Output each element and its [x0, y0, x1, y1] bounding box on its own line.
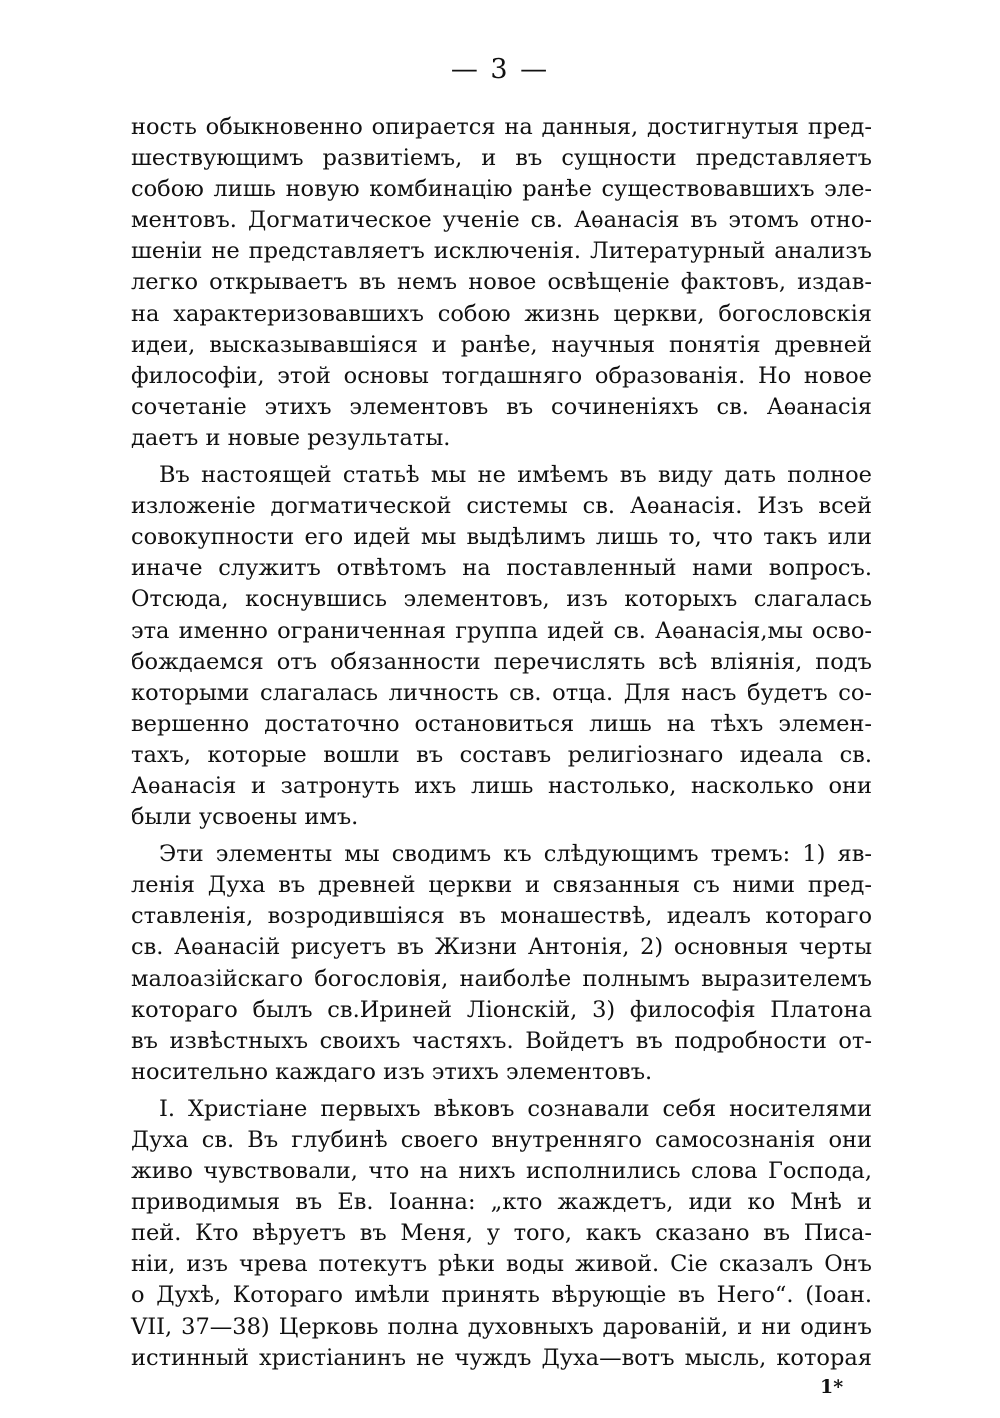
paragraph	[131, 1094, 872, 1374]
text-line: ніи, изъ чрева потекутъ рѣки воды живой. Сіе сказалъ Онъ	[131, 1251, 872, 1278]
text-line: идеи, высказывавшіяся и ранѣе, научныя понятія древней	[131, 331, 872, 358]
text-line: приводимыя въ Ев. Іоанна: „кто жаждетъ, иди ко Мнѣ и	[131, 1189, 872, 1216]
page-number: — 3 —	[450, 54, 550, 85]
text-line: собою лишь новую комбинацію ранѣе существовавшихъ эле-	[131, 176, 872, 203]
text-line: даетъ и новые результаты.	[131, 424, 451, 451]
text-line: шествующимъ развитіемъ, и въ сущности представляетъ	[131, 145, 872, 172]
text-line: иначе служитъ отвѣтомъ на поставленный нами вопросъ.	[131, 555, 872, 582]
text-line: Эти элементы мы сводимъ къ слѣдующимъ тремъ: 1) яв-	[159, 841, 872, 868]
text-line: малоазійскаго богословія, наиболѣе полнымъ выразителемъ	[131, 965, 872, 992]
text-line: истинный христіанинъ не чуждъ Духа—вотъ мысль, которая	[131, 1344, 872, 1371]
text-line: эта именно ограниченная группа идей св. Аѳанасія,мы осво-	[131, 617, 872, 644]
text-line: ность обыкновенно опирается на данныя, достигнутыя пред-	[131, 114, 872, 140]
text-line: ставленія, возродившіяся въ монашествѣ, идеалъ котораго	[131, 903, 872, 930]
text-line: на характеризовавшихъ собою жизнь церкви, богословскія	[131, 300, 872, 327]
text-line: въ извѣстныхъ своихъ частяхъ. Войдетъ въ подробности от-	[131, 1027, 872, 1054]
text-line: шеніи не представляетъ исключенія. Литературный анализъ	[131, 238, 872, 265]
text-line: котораго былъ св.Ириней Ліонскій, 3) философія Платона	[131, 996, 872, 1023]
text-line: живо чувствовали, что на нихъ исполнились слова Господа,	[131, 1158, 872, 1185]
text-line: совокупности его идей мы выдѣлимъ лишь то, что такъ или	[131, 524, 872, 551]
text-line: которыми слагалась личность св. отца. Для насъ будетъ со-	[131, 679, 872, 706]
text-line: VII, 37—38) Церковь полна духовныхъ дарованій, и ни одинъ	[131, 1313, 872, 1340]
paragraph	[131, 839, 872, 1088]
text-line: бождаемся отъ обязанности перечислять всѣ вліянія, подъ	[131, 648, 872, 675]
body-text	[131, 112, 872, 1374]
text-line: философіи, этой основы тогдашняго образованія. Но новое	[131, 362, 872, 389]
text-line: пей. Кто вѣруетъ въ Меня, у того, какъ сказано въ Писа-	[131, 1220, 872, 1247]
text-line: были усвоены имъ.	[131, 804, 359, 831]
text-line: вершенно достаточно остановиться лишь на тѣхъ элемен-	[131, 710, 872, 737]
paragraph	[131, 460, 872, 833]
text-line: тахъ, которые вошли въ составъ религіознаго идеала св.	[131, 741, 872, 768]
paragraph	[131, 112, 872, 454]
text-line: ленія Духа въ древней церкви и связанныя съ ними пред-	[131, 872, 872, 899]
text-line: I. Христіане первыхъ вѣковъ сознавали себя носителями	[159, 1095, 872, 1122]
text-line: Аѳанасія и затронуть ихъ лишь настолько, насколько они	[131, 772, 872, 799]
text-line: Отсюда, коснувшись элементовъ, изъ которыхъ слагалась	[131, 586, 872, 613]
text-line: св. Аѳанасій рисуетъ въ Жизни Антонія, 2) основныя черты	[131, 934, 872, 961]
text-line: Духа св. Въ глубинѣ своего внутренняго самосознанія они	[131, 1127, 872, 1153]
printer-signature-mark: 1*	[820, 1376, 844, 1398]
text-line: сочетаніе этихъ элементовъ въ сочиненіяхъ св. Аѳанасія	[131, 393, 872, 420]
text-line: легко открываетъ въ немъ новое освѣщеніе фактовъ, издав-	[131, 269, 872, 296]
text-line: Въ настоящей статьѣ мы не имѣемъ въ виду дать полное	[159, 462, 872, 489]
text-line: ментовъ. Догматическое ученіе св. Аѳанасія въ этомъ отно-	[131, 207, 872, 234]
text-line: о Духѣ, Котораго имѣли принять вѣрующіе въ Него“. (Іоан.	[131, 1282, 872, 1309]
text-line: носительно каждаго изъ этихъ элементовъ.	[131, 1058, 653, 1085]
text-line: изложеніе догматической системы св. Аѳанасія. Изъ всей	[131, 493, 872, 520]
